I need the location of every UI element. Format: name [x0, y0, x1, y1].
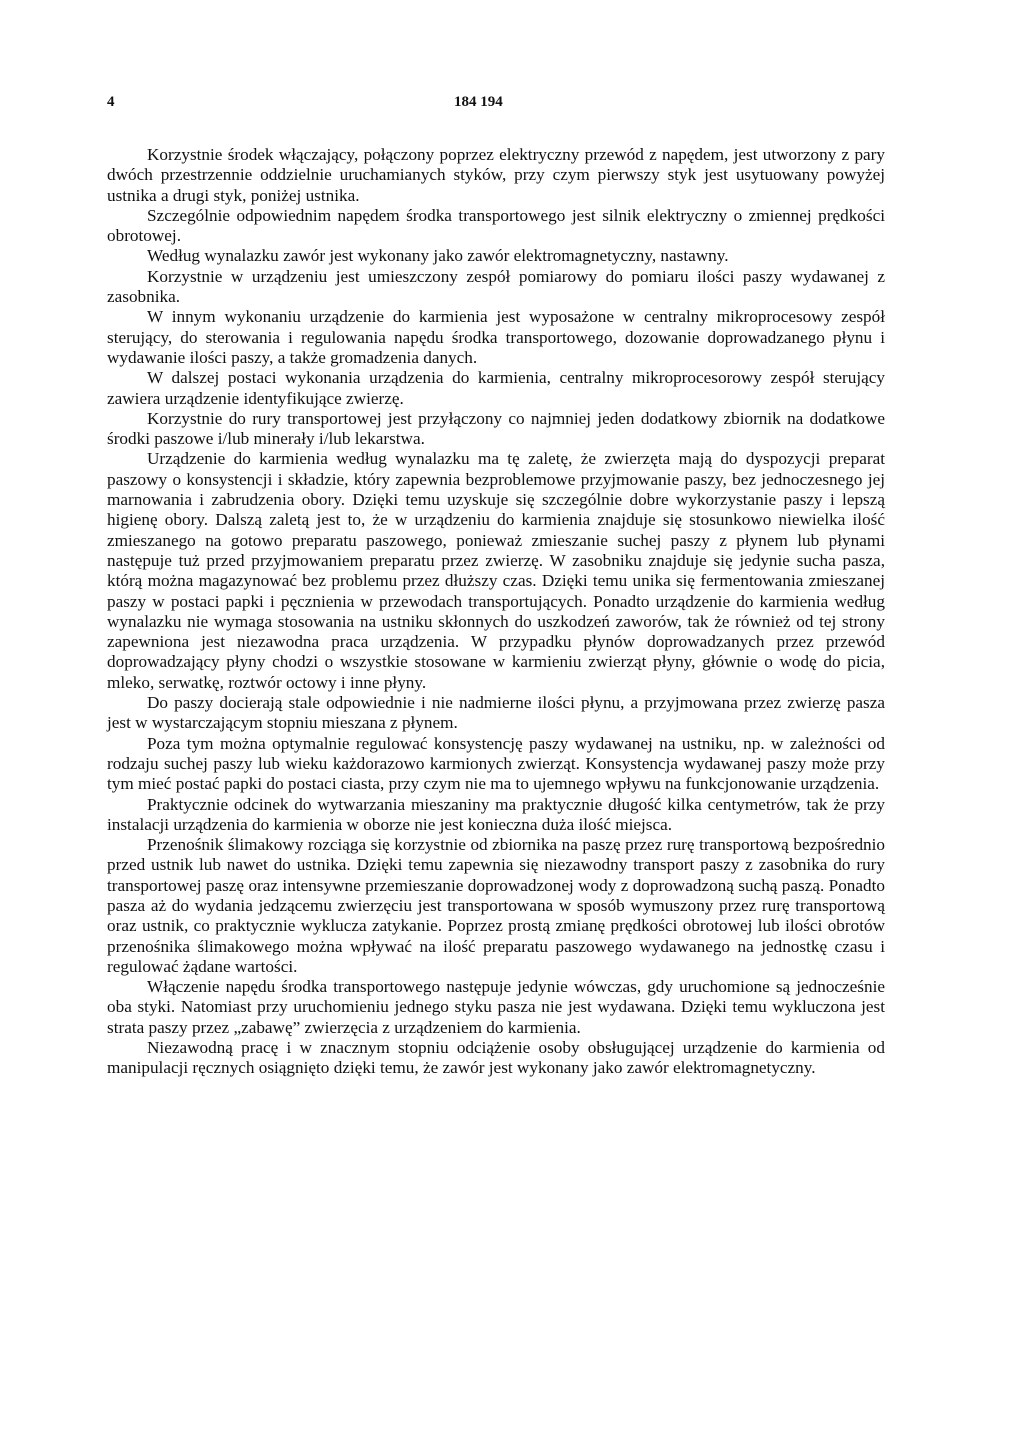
- paragraph: Korzystnie środek włączający, połączony poprzez elektryczny przewód z napędem, jest utworzony z pary dwóch przestrzennie oddzielnie uruchamianych styków, przy czym pierwszy styk jest usytuowany powyżej ustnika a drugi styk, poniżej ustnika.: [107, 145, 885, 205]
- document-page: [107, 94, 885, 1079]
- paragraph: Niezawodną pracę i w znacznym stopniu odciążenie osoby obsługującej urządzenie do karmienia od manipulacji ręcznych osiągnięto dzięki temu, że zawór jest wykonany jako zawór elektromagnetyczny.: [107, 1038, 885, 1078]
- paragraph: Szczególnie odpowiednim napędem środka transportowego jest silnik elektryczny o zmiennej prędkości obrotowej.: [107, 205, 885, 246]
- paragraph: W innym wykonaniu urządzenie do karmienia jest wyposażone w centralny mikroprocesowy zespół sterujący, do sterowania i regulowania napędu środka transportowego, dozowanie doprowadzanego płynu i wydawanie ilości paszy, a także gromadzenia danych.: [107, 307, 885, 367]
- paragraph: Według wynalazku zawór jest wykonany jako zawór elektromagnetyczny, nastawny.: [147, 246, 729, 266]
- paragraph: Do paszy docierają stale odpowiednie i nie nadmierne ilości płynu, a przyjmowana przez zwierzę pasza jest w wystarczającym stopniu mieszana z płynem.: [107, 693, 885, 733]
- paragraph: Praktycznie odcinek do wytwarzania mieszaniny ma praktycznie długość kilka centymetrów, tak że przy instalacji urządzenia do karmienia w oborze nie jest konieczna duża ilość miejsca.: [107, 794, 885, 834]
- paragraph: Poza tym można optymalnie regulować konsystencję paszy wydawanej na ustniku, np. w zależności od rodzaju suchej paszy lub wieku każdorazowo karmionych zwierząt. Konsystencja wydawanej paszy może przy tym mieć postać papki do postaci ciasta, przy czym nie ma to ujemnego wpływu na funkcjonowanie urządzenia.: [107, 733, 885, 794]
- document-number: 184 194: [454, 94, 503, 110]
- paragraph: Korzystnie w urządzeniu jest umieszczony zespół pomiarowy do pomiaru ilości paszy wydawanej z zasobnika.: [107, 266, 885, 307]
- body-text: [107, 145, 885, 1079]
- paragraph: W dalszej postaci wykonania urządzenia do karmienia, centralny mikroprocesorowy zespół sterujący zawiera urządzenie identyfikujące zwierzę.: [107, 368, 885, 408]
- paragraph: Przenośnik ślimakowy rozciąga się korzystnie od zbiornika na paszę przez rurę transportową bezpośrednio przed ustnik lub nawet do ustnika. Dzięki temu zapewnia się niezawodny transport paszy z zasobnika do rury transportowej paszę oraz intensywne przemieszanie doprowadzonej wody z doprowadzoną suchą paszą. Ponadto pasza aż do wydania jedzącemu zwierzęciu jest transportowana w sposób wymuszony przez rurę transportową oraz ustnik, co praktycznie wyklucza zatykanie. Poprzez prostą zmianę prędkości obrotowej lub ilości obrotów przenośnika ślimakowego można wpływać na ilość preparatu paszowego wydawanego na jednostkę czasu i regulować żądane wartości.: [107, 835, 885, 976]
- page-header: [107, 94, 885, 118]
- paragraph: Korzystnie do rury transportowej jest przyłączony co najmniej jeden dodatkowy zbiornik na dodatkowe środki paszowe i/lub minerały i/lub lekarstwa.: [107, 408, 885, 449]
- paragraph: Włączenie napędu środka transportowego następuje jedynie wówczas, gdy uruchomione są jednocześnie oba styki. Natomiast przy uruchomieniu jednego styku pasza nie jest wydawana. Dzięki temu wykluczona jest strata paszy przez „zabawę” zwierzęcia z urządzeniem do karmienia.: [107, 977, 885, 1037]
- page-number: 4: [107, 94, 115, 110]
- paragraph: Urządzenie do karmienia według wynalazku ma tę zaletę, że zwierzęta mają do dyspozycji preparat paszowy o konsystencji i składzie, który zapewnia bezproblemowe przyjmowanie paszy, bez jednoczesnego jej marnowania i zabrudzenia obory. Dzięki temu uzyskuje się szczególnie dobre wykorzystanie paszy i lepszą higienę obory. Dalszą zaletą jest to, że w urządzeniu do karmienia znajduje się stosunkowo niewielka ilość zmieszanego na gotowo preparatu paszowego, ponieważ zmieszanie suchej paszy z płynem lub płynami następuje tuż przed przyjmowaniem preparatu przez zwierzę. W zasobniku znajduje się jedynie sucha pasza, którą można magazynować bez problemu przez dłuższy czas. Dzięki temu unika się fermentowania zmieszanej paszy w postaci papki i pęcznienia w przewodach transportujących. Ponadto urządzenie do karmienia według wynalazku nie wymaga stosowania na ustniku skłonnych do uszkodzeń zaworów, tak że również od tej strony zapewniona jest niezawodna praca urządzenia. W przypadku płynów doprowadzanych przez przewód doprowadzający płyny chodzi o wszystkie stosowane w karmieniu zwierząt płyny, głównie o wodę do picia, mleko, serwatkę, roztwór octowy i inne płyny.: [107, 449, 885, 692]
